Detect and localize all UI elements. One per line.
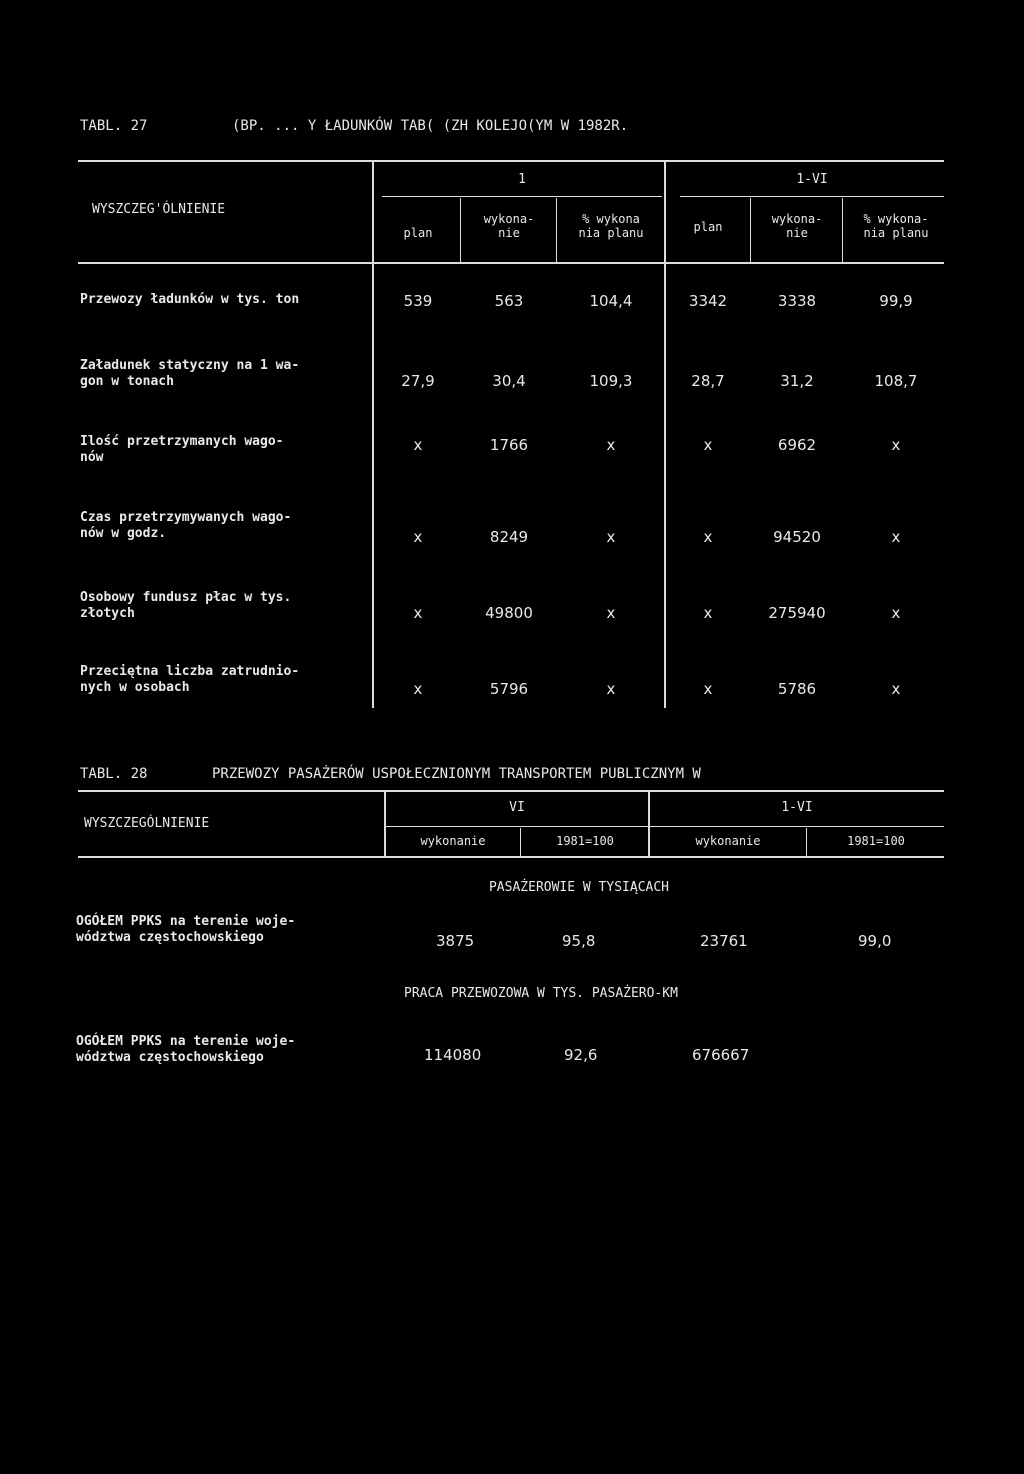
section-title: PRACA PRZEWOZOWA W TYS. PASAŻERO-KM (404, 986, 678, 1001)
row-label: OGÓŁEM PPKS na terenie woje- wództwa częstochowskiego (76, 1034, 296, 1065)
table-28-group-rule (384, 826, 944, 827)
cell-wykonanie: 49800 (485, 604, 533, 622)
cell-plan: x (703, 528, 713, 546)
table-27-col-divider (372, 162, 374, 708)
row-label: Załadunek statyczny na 1 wa- gon w tonach (80, 358, 300, 389)
group-1-rule (382, 196, 662, 197)
cell-index: 92,6 (564, 1046, 598, 1064)
table-28-sub-divider (520, 828, 521, 856)
col-header-percent: % wykona nia planu (578, 212, 644, 240)
cell-plan: x (413, 528, 423, 546)
table-27-sub-divider (556, 198, 557, 262)
cell-wykonanie: 114080 (424, 1046, 482, 1064)
group-2-label: 1-VI (796, 172, 828, 187)
cell-wykonanie: 3338 (777, 292, 817, 310)
table-27-sub-divider (460, 198, 461, 262)
row-label: Przeciętna liczba zatrudnio- nych w osobach (80, 664, 300, 695)
row-label: Czas przetrzymywanych wago- nów w godz. (80, 510, 292, 541)
cell-index: 99,0 (858, 932, 892, 950)
cell-plan: 27,9 (401, 372, 435, 390)
table-28-number: TABL. 28 (80, 766, 148, 782)
table-27-number: TABL. 27 (80, 118, 148, 134)
cell-percent: 104,4 (589, 292, 633, 310)
table-27-header-rule (78, 262, 944, 264)
group-2-label: 1-VI (781, 800, 813, 815)
col-header-index: 1981=100 (847, 834, 905, 848)
cell-plan: x (413, 680, 423, 698)
cell-wykonanie: 23761 (700, 932, 748, 950)
col-header-wykonanie: wykona- nie (483, 212, 535, 240)
cell-plan: 3342 (688, 292, 728, 310)
col-header-wykonanie: wykona- nie (771, 212, 823, 240)
section-title: PASAŻEROWIE W TYSIĄCACH (488, 880, 669, 895)
table-28-sub-divider (806, 828, 807, 856)
col-header-percent: % wykona- nia planu (863, 212, 929, 240)
cell-percent: x (891, 604, 901, 622)
cell-percent: x (891, 436, 901, 454)
table-28-top-rule (78, 790, 944, 792)
cell-plan: x (703, 604, 713, 622)
table-27-sub-divider (750, 198, 751, 262)
cell-wykonanie: 676667 (692, 1046, 750, 1064)
header-label: WYSZCZEGÓLNIENIE (84, 816, 210, 831)
table-27-sub-divider (842, 198, 843, 262)
cell-percent: x (891, 528, 901, 546)
cell-plan: 539 (403, 292, 433, 310)
table-28-header-rule (78, 856, 944, 858)
cell-wykonanie: 8249 (489, 528, 529, 546)
row-label: Osobowy fundusz płac w tys. złotych (80, 590, 292, 621)
group-1-label: VI (509, 800, 525, 815)
cell-plan: 28,7 (691, 372, 725, 390)
col-header-wykonanie: wykonanie (695, 834, 761, 848)
row-label: OGÓŁEM PPKS na terenie woje- wództwa częstochowskiego (76, 914, 296, 945)
cell-wykonanie: 31,2 (780, 372, 814, 390)
row-label: Ilość przetrzymanych wago- nów (80, 434, 284, 465)
cell-wykonanie: 5796 (489, 680, 529, 698)
row-label: Przewozy ładunków w tys. ton (80, 292, 300, 307)
table-27-title: (BP. ... Y ŁADUNKÓW TAB( (ZH KOLEJO(YM W 1982R. (232, 118, 629, 134)
cell-percent: x (606, 528, 616, 546)
table-28-title: PRZEWOZY PASAŻERÓW USPOŁECZNIONYM TRANSPORTEM PUBLICZNYM W (212, 766, 701, 782)
table-27-top-rule (78, 160, 944, 162)
col-header-index: 1981=100 (556, 834, 614, 848)
cell-wykonanie: 3875 (436, 932, 475, 950)
cell-percent: x (606, 680, 616, 698)
col-header-plan: plan (693, 220, 723, 234)
cell-wykonanie: 275940 (768, 604, 826, 622)
cell-percent: x (606, 604, 616, 622)
cell-plan: x (703, 436, 713, 454)
col-header-plan: plan (403, 226, 433, 240)
cell-percent: 99,9 (879, 292, 913, 310)
cell-plan: x (413, 436, 423, 454)
cell-index: 95,8 (562, 932, 596, 950)
cell-wykonanie: 5786 (777, 680, 817, 698)
cell-percent: 109,3 (589, 372, 633, 390)
cell-wykonanie: 94520 (773, 528, 821, 546)
cell-wykonanie: 6962 (777, 436, 817, 454)
cell-plan: x (703, 680, 713, 698)
cell-percent: 108,7 (874, 372, 918, 390)
group-1-label: 1 (518, 172, 526, 187)
group-2-rule (680, 196, 944, 197)
cell-percent: x (606, 436, 616, 454)
cell-wykonanie: 30,4 (492, 372, 526, 390)
table-27-col-divider (664, 162, 666, 708)
header-label: WYSZCZEG'ÓLNIENIE (92, 202, 226, 217)
cell-percent: x (891, 680, 901, 698)
cell-plan: x (413, 604, 423, 622)
col-header-wykonanie: wykonanie (420, 834, 486, 848)
cell-wykonanie: 1766 (489, 436, 529, 454)
cell-wykonanie: 563 (494, 292, 524, 310)
